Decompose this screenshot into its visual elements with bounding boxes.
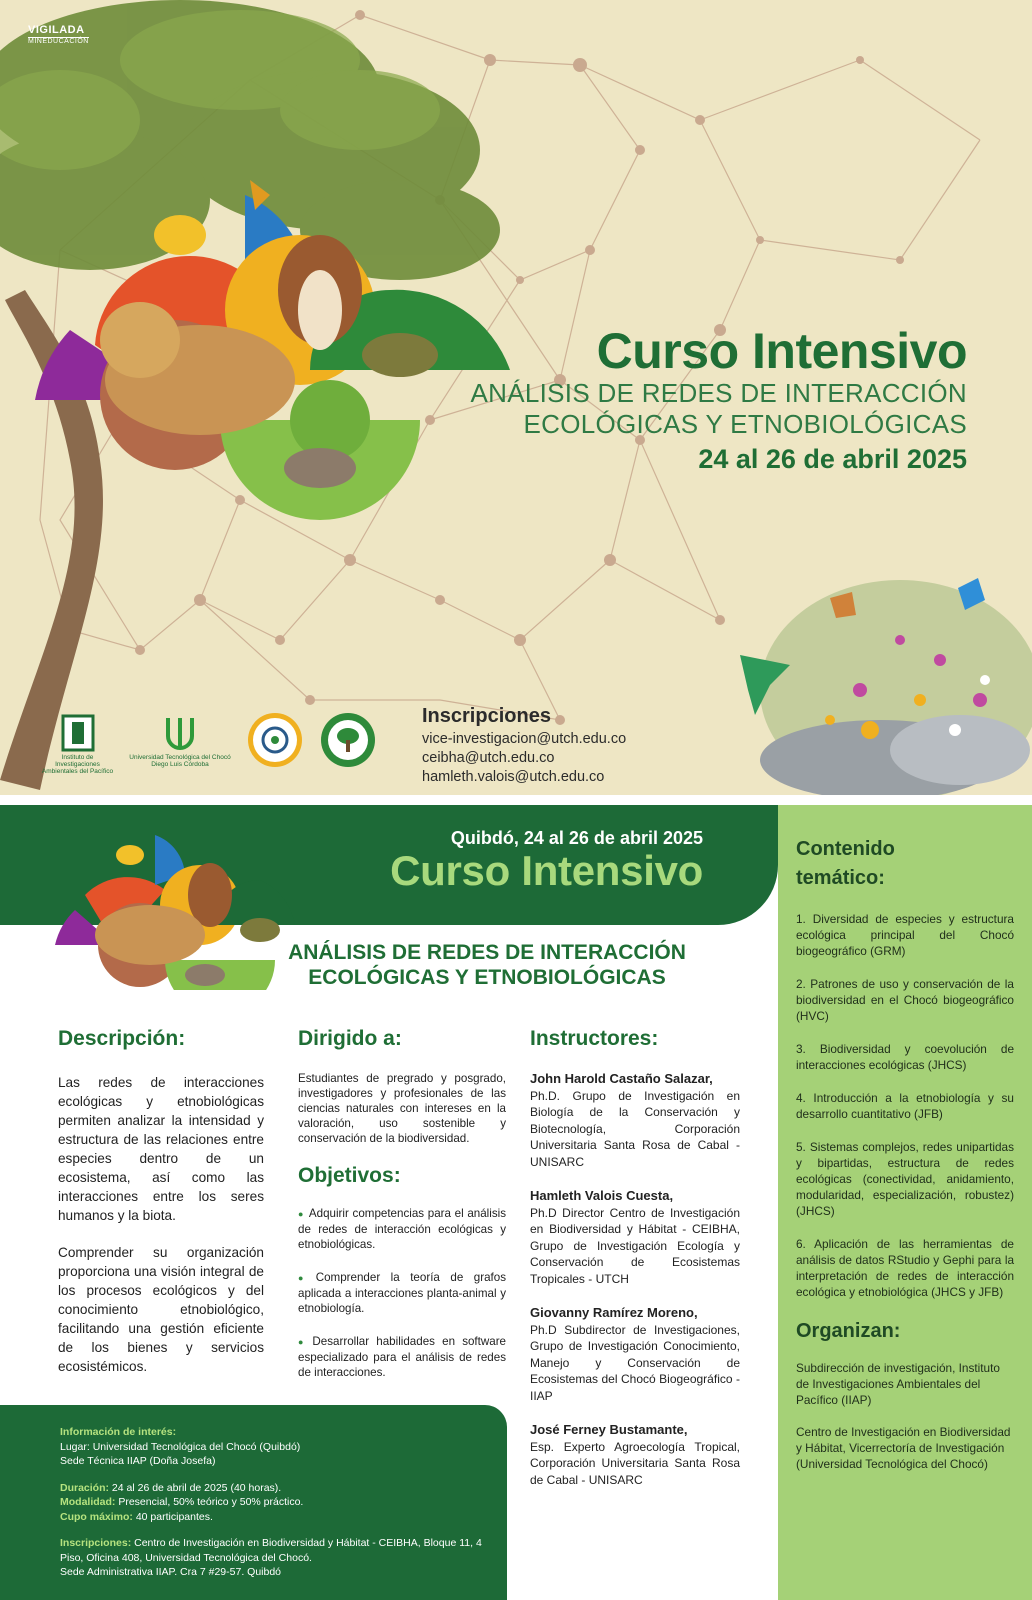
dirigido-text: Estudiantes de pregrado y posgrado, investigadores y profesionales de las ciencias naturales con intereses en la valoración, uso sostenible y conservación de la biodiversidad.	[298, 1072, 506, 1145]
instructor-desc: Esp. Experto Agroecología Tropical, Corporación Universitaria Santa Rosa de Cabal - UNISARC	[530, 1439, 740, 1487]
inscripciones-heading: Inscripciones	[422, 705, 551, 727]
iiap-caption: Instituto de Investigaciones Ambientales del Pacífico	[41, 754, 114, 776]
utch-caption: Universidad Tecnológica del Chocó Diego Luis Córdoba	[129, 754, 231, 769]
iiap-logo-icon	[58, 714, 98, 752]
utch-logo	[125, 714, 235, 768]
vigilada-mineducacion	[28, 24, 89, 47]
info-modalidad	[60, 1495, 487, 1510]
contenido-column	[778, 805, 1032, 1600]
instructores-heading: Instructores:	[530, 1027, 659, 1050]
mineducacion-label: MINEDUCACIÓN	[28, 38, 89, 46]
inscripciones-value: Centro de Investigación en Biodiversidad y Hábitat - CEIBHA, Bloque 11, 4 Piso, Oficina 408, Universidad Tecnológica del Chocó.	[60, 1537, 482, 1564]
instructor-desc: Ph.D. Grupo de Investigación en Biología de la Conservación y Biotecnología, Corporación Universitaria Santa Rosa de Cabal - UNISARC	[530, 1088, 740, 1169]
objetivo-item: ● Comprender la teoría de grafos aplicada a interacciones planta-animal y etnobiología.	[298, 1270, 506, 1316]
cupo-value: 40 participantes.	[132, 1510, 213, 1523]
vigilada-label: VIGILADA	[28, 24, 85, 36]
descripcion-paragraph: Comprender su organización proporciona una visión integral de los procesos ecológicos y del conocimiento etnobiológico, facilitando una gestión eficiente de los bienes y servicios ecosistémicos.	[58, 1245, 264, 1374]
duracion-label: Duración:	[60, 1481, 110, 1494]
dirigido-heading: Dirigido a:	[298, 1027, 402, 1050]
objetivos-heading: Objetivos:	[298, 1164, 401, 1187]
contenido-heading	[796, 835, 1014, 893]
banner-subtitle-line1: ANÁLISIS DE REDES DE INTERACCIÓN	[470, 377, 967, 408]
descripcion-section	[58, 1027, 264, 1376]
instructor-desc: Ph.D Director Centro de Investigación en Biodiversidad y Hábitat - CEIBHA, Grupo de Investigación Ecología y Conservación de Ecosistemas Tropicales - UTCH	[530, 1205, 740, 1286]
email-link[interactable]: hamleth.valois@utch.edu.co	[422, 769, 605, 785]
contenido-heading-line1: Contenido	[796, 838, 895, 860]
dirigido-section	[298, 1027, 506, 1398]
contenido-list	[796, 911, 1014, 1300]
descripcion-heading: Descripción:	[58, 1027, 186, 1050]
contenido-item: 5. Sistemas complejos, redes unipartidas y bipartidas, estructura de redes ecológicas (conectividad, anidamiento, modularidad, especialización, robustez) (JHCS)	[796, 1140, 1014, 1218]
banner-subtitle-line2: ECOLÓGICAS Y ETNOBIOLÓGICAS	[523, 408, 967, 439]
banner-title: Curso Intensivo	[596, 323, 967, 379]
contenido-item: 6. Aplicación de las herramientas de análisis de datos RStudio y Gephi para la interpretación de redes de interacción ecológica y etnobiológica (JHCS y JFB)	[796, 1237, 1014, 1299]
info-cupo	[60, 1510, 487, 1525]
contenido-heading-line2: temático:	[796, 867, 885, 889]
instructor-desc: Ph.D Subdirector de Investigaciones, Grupo de Investigación Conocimiento, Manejo y Conservación de Ecosistemas del Chocó Biogeográfico - IIAP	[530, 1322, 740, 1403]
instructor-name: José Ferney Bustamante,	[530, 1422, 688, 1437]
duracion-value: 24 al 26 de abril de 2025 (40 horas).	[109, 1481, 282, 1494]
contenido-item: 1. Diversidad de especies y estructura ecológica principal del Chocó biogeográfico (GRM)	[796, 912, 1014, 958]
modalidad-label: Modalidad:	[60, 1496, 116, 1508]
info-inscripciones	[60, 1536, 487, 1565]
info-sede: Sede Técnica IIAP (Doña Josefa)	[60, 1455, 216, 1467]
info-heading: Información de interés:	[60, 1426, 177, 1438]
contenido-item: 4. Introducción a la etnobiología y su desarrollo cuantitativo (JFB)	[796, 1091, 1014, 1121]
banner-date: 24 al 26 de abril 2025	[698, 443, 967, 474]
instructor-name: John Harold Castaño Salazar,	[530, 1071, 713, 1086]
contenido-item: 3. Biodiversidad y coevolución de interacciones ecológicas (JHCS)	[796, 1042, 1014, 1072]
research-group-logo-icon	[247, 712, 303, 768]
flyer-place-date: Quibdó, 24 al 26 de abril 2025	[450, 828, 703, 848]
objetivo-item: ● Desarrollar habilidades en software especializado para el análisis de redes de interacciones.	[298, 1334, 506, 1380]
ceibha-logo-icon	[320, 712, 376, 768]
utch-logo-icon	[160, 714, 200, 752]
ceibha-logo	[318, 712, 378, 770]
info-duracion	[60, 1481, 487, 1496]
poster-banner	[0, 0, 1032, 795]
instructores-section	[530, 1027, 740, 1506]
instructores-list	[530, 1071, 740, 1488]
flyer-subtitle-line2: ECOLÓGICAS Y ETNOBIOLÓGICAS	[308, 966, 666, 990]
instructor-name: Giovanny Ramírez Moreno,	[530, 1305, 698, 1320]
contenido-item: 2. Patrones de uso y conservación de la biodiversidad en el Chocó biogeográfico (HVC)	[796, 977, 1014, 1023]
info-lugar: Lugar: Universidad Tecnológica del Chocó (Quibdó)	[60, 1440, 301, 1453]
instructor-name: Hamleth Valois Cuesta,	[530, 1188, 674, 1203]
email-link[interactable]: vice-investigacion@utch.edu.co	[422, 731, 627, 747]
objetivos-list	[298, 1206, 506, 1380]
email-link[interactable]: ceibha@utch.edu.co	[422, 750, 555, 766]
objetivo-item: ● Adquirir competencias para el análisis de redes de interacción ecológicas y etnobiológicas.	[298, 1206, 506, 1252]
flyer-title: Curso Intensivo	[390, 847, 703, 894]
modalidad-value: Presencial, 50% teórico y 50% práctico.	[115, 1496, 304, 1508]
inscripciones-label: Inscripciones:	[60, 1537, 132, 1549]
research-group-logo	[245, 712, 305, 770]
course-flyer	[0, 805, 1032, 1600]
iiap-logo	[40, 714, 115, 776]
banner-title-block	[471, 325, 967, 475]
organizer-item: Centro de Investigación en Biodiversidad y Hábitat, Vicerrectoría de Investigación (Universidad Tecnológica del Chocó)	[796, 1425, 1011, 1471]
info-box	[0, 1405, 507, 1600]
flyer-subtitle-line1: ANÁLISIS DE REDES DE INTERACCIÓN	[288, 941, 686, 964]
organizer-item: Subdirección de investigación, Instituto de Investigaciones Ambientales del Pacífico (IIAP)	[796, 1361, 1000, 1407]
info-sede-admin: Sede Administrativa IIAP. Cra 7 #29-57. Quibdó	[60, 1566, 282, 1578]
descripcion-paragraph: Las redes de interacciones ecológicas y etnobiológicas permiten analizar la intensidad y estructura de las relaciones entre especies dentro de un ecosistema, así como las interacciones entre los seres humanos y la biota.	[58, 1075, 264, 1223]
cupo-label: Cupo máximo:	[60, 1510, 133, 1523]
inscripciones-block	[422, 705, 626, 787]
flyer-subtitle	[262, 940, 712, 990]
organizan-heading: Organizan:	[796, 1320, 901, 1342]
